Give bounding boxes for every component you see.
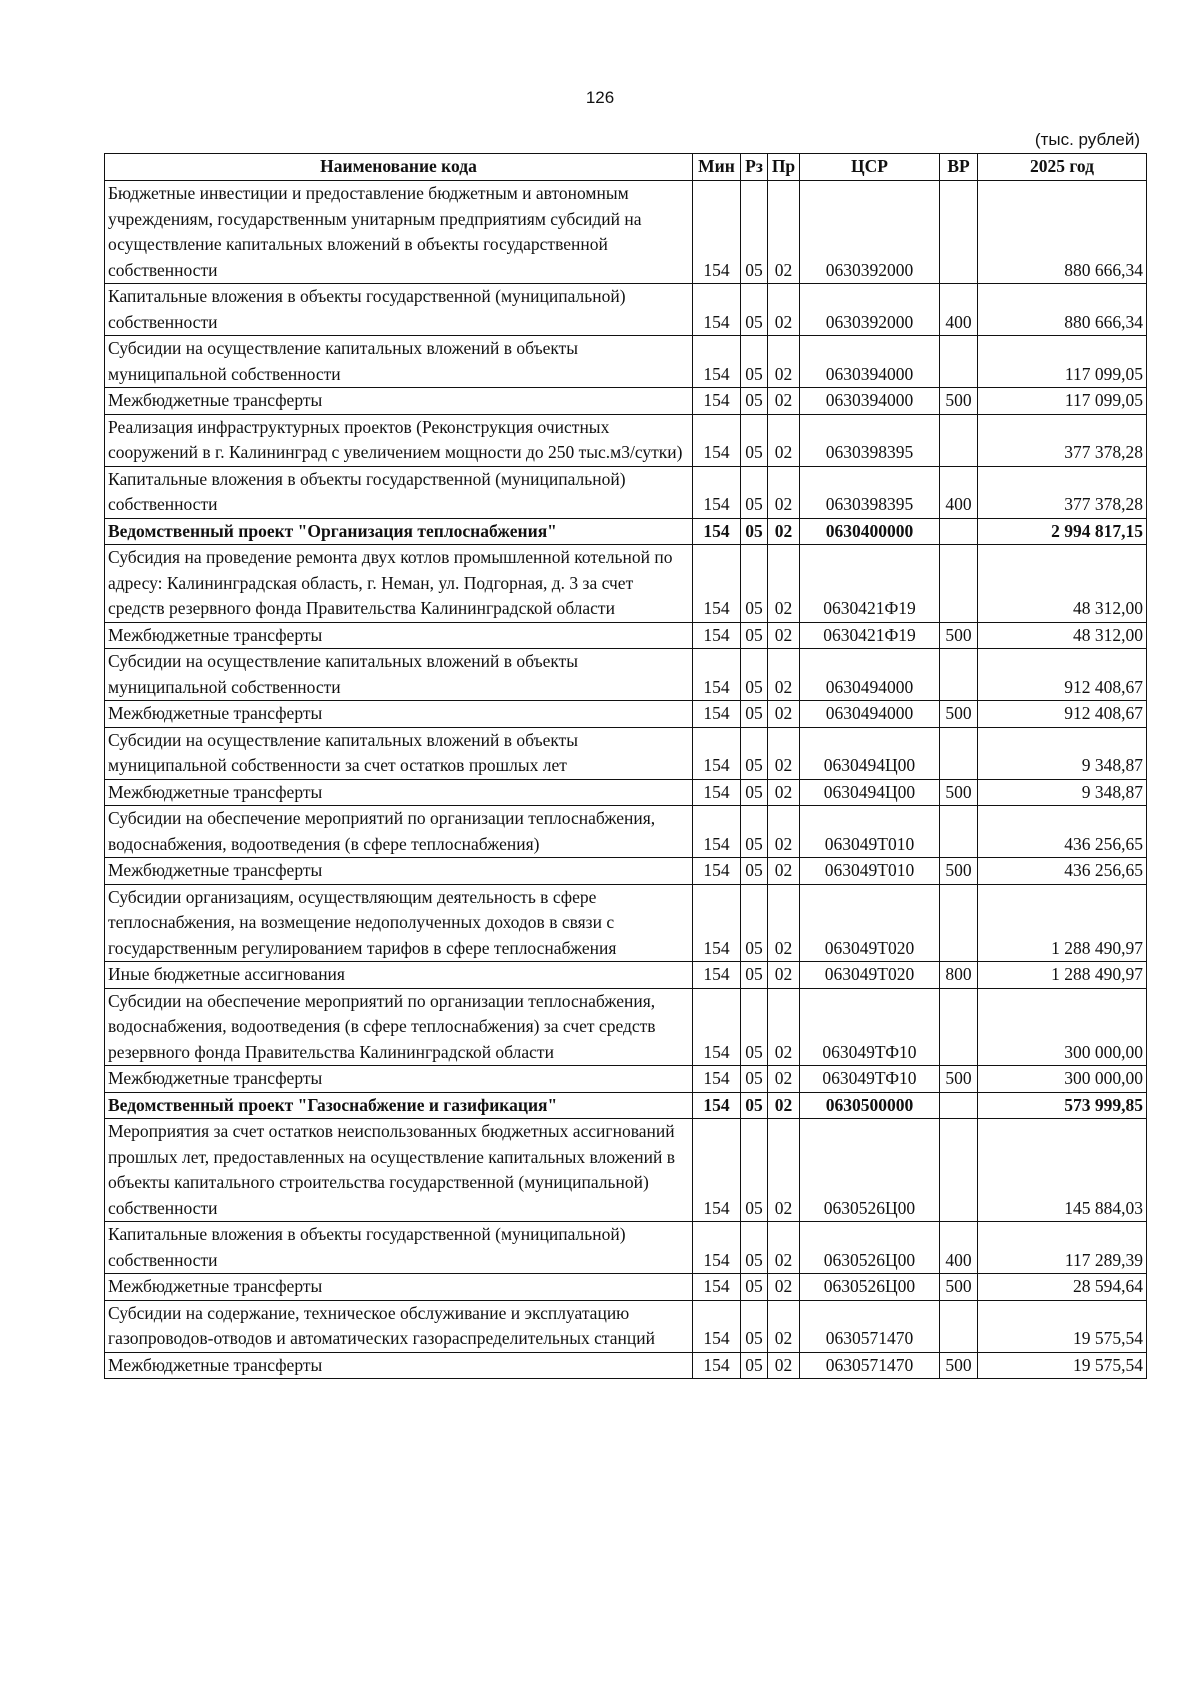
- row-rz-cell: 05: [741, 1066, 768, 1093]
- row-min-cell: 154: [693, 884, 741, 962]
- row-csr-cell: 063049Т020: [800, 884, 940, 962]
- row-csr-cell: 0630398395: [800, 414, 940, 466]
- row-rz-cell: 05: [741, 649, 768, 701]
- table-row: [105, 414, 1147, 466]
- row-rz-cell: 05: [741, 336, 768, 388]
- row-vr-cell: 500: [940, 1066, 978, 1093]
- row-pr-cell: 02: [768, 388, 800, 415]
- row-min-cell: 154: [693, 1119, 741, 1222]
- table-row: [105, 649, 1147, 701]
- row-rz-cell: 05: [741, 466, 768, 518]
- row-rz-cell: 05: [741, 1222, 768, 1274]
- row-pr-cell: 02: [768, 622, 800, 649]
- row-csr-cell: 063049ТФ10: [800, 1066, 940, 1093]
- row-pr-cell: 02: [768, 518, 800, 545]
- row-name-cell: Мероприятия за счет остатков неиспользованных бюджетных ассигнований прошлых лет, предоставленных на осуществление капитальных вложений в объекты капитального строительства государственной (муниципальной) собственности: [105, 1119, 693, 1222]
- row-min-cell: 154: [693, 649, 741, 701]
- row-name-cell: Субсидии на осуществление капитальных вложений в объекты муниципальной собственности: [105, 336, 693, 388]
- row-min-cell: 154: [693, 181, 741, 284]
- table-row-project: [105, 1092, 1147, 1119]
- header-sum: 2025 год: [978, 154, 1147, 181]
- row-rz-cell: 05: [741, 727, 768, 779]
- header-pr: Пр: [768, 154, 800, 181]
- row-vr-cell: 500: [940, 388, 978, 415]
- row-sum-cell: 436 256,65: [978, 806, 1147, 858]
- table-row: [105, 727, 1147, 779]
- row-vr-cell: [940, 518, 978, 545]
- row-vr-cell: [940, 988, 978, 1066]
- row-name-cell: Ведомственный проект "Организация теплоснабжения": [105, 518, 693, 545]
- budget-table: [104, 153, 1147, 1379]
- row-name-cell: Субсидии на обеспечение мероприятий по организации теплоснабжения, водоснабжения, водоотведения (в сфере теплоснабжения) за счет средств резервного фонда Правительства Калининградской области: [105, 988, 693, 1066]
- row-name-cell: Межбюджетные трансферты: [105, 701, 693, 728]
- table-header-row: [105, 154, 1147, 181]
- row-name-cell: Субсидии на осуществление капитальных вложений в объекты муниципальной собственности за счет остатков прошлых лет: [105, 727, 693, 779]
- row-name-cell: Межбюджетные трансферты: [105, 1352, 693, 1379]
- row-rz-cell: 05: [741, 1352, 768, 1379]
- row-vr-cell: [940, 1300, 978, 1352]
- row-sum-cell: 9 348,87: [978, 727, 1147, 779]
- table-row: [105, 1222, 1147, 1274]
- row-min-cell: 154: [693, 701, 741, 728]
- row-vr-cell: 500: [940, 779, 978, 806]
- table-row: [105, 962, 1147, 989]
- table-row: [105, 622, 1147, 649]
- row-min-cell: 154: [693, 466, 741, 518]
- row-rz-cell: 05: [741, 884, 768, 962]
- row-vr-cell: 400: [940, 466, 978, 518]
- row-sum-cell: 1 288 490,97: [978, 962, 1147, 989]
- row-rz-cell: 05: [741, 545, 768, 623]
- row-pr-cell: 02: [768, 1274, 800, 1301]
- row-pr-cell: 02: [768, 1066, 800, 1093]
- row-name-cell: Межбюджетные трансферты: [105, 779, 693, 806]
- row-vr-cell: [940, 727, 978, 779]
- row-vr-cell: 500: [940, 622, 978, 649]
- table-row: [105, 1274, 1147, 1301]
- row-name-cell: Иные бюджетные ассигнования: [105, 962, 693, 989]
- row-name-cell: Субсидия на проведение ремонта двух котлов промышленной котельной по адресу: Калининградская область, г. Неман, ул. Подгорная, д. 3 за счет средств резервного фонда Правительства Калининградской области: [105, 545, 693, 623]
- row-min-cell: 154: [693, 1222, 741, 1274]
- row-name-cell: Реализация инфраструктурных проектов (Реконструкция очистных сооружений в г. Калининград с увеличением мощности до 250 тыс.м3/сутки): [105, 414, 693, 466]
- row-vr-cell: [940, 806, 978, 858]
- row-csr-cell: 0630421Ф19: [800, 622, 940, 649]
- row-csr-cell: 0630526Ц00: [800, 1119, 940, 1222]
- row-sum-cell: 300 000,00: [978, 1066, 1147, 1093]
- header-csr: ЦСР: [800, 154, 940, 181]
- row-rz-cell: 05: [741, 806, 768, 858]
- table-row: [105, 1119, 1147, 1222]
- row-pr-cell: 02: [768, 806, 800, 858]
- row-min-cell: 154: [693, 1274, 741, 1301]
- row-sum-cell: 300 000,00: [978, 988, 1147, 1066]
- row-pr-cell: 02: [768, 858, 800, 885]
- header-name: Наименование кода: [105, 154, 693, 181]
- row-csr-cell: 0630392000: [800, 181, 940, 284]
- row-name-cell: Межбюджетные трансферты: [105, 1066, 693, 1093]
- row-name-cell: Межбюджетные трансферты: [105, 1274, 693, 1301]
- row-rz-cell: 05: [741, 388, 768, 415]
- row-csr-cell: 063049Т020: [800, 962, 940, 989]
- table-row: [105, 701, 1147, 728]
- row-csr-cell: 0630571470: [800, 1300, 940, 1352]
- row-pr-cell: 02: [768, 701, 800, 728]
- row-vr-cell: 500: [940, 858, 978, 885]
- row-name-cell: Бюджетные инвестиции и предоставление бюджетным и автономным учреждениям, государственным унитарным предприятиям субсидий на осуществление капитальных вложений в объекты государственной собственности: [105, 181, 693, 284]
- table-row-project: [105, 518, 1147, 545]
- row-name-cell: Межбюджетные трансферты: [105, 388, 693, 415]
- table-row: [105, 858, 1147, 885]
- row-vr-cell: [940, 545, 978, 623]
- row-sum-cell: 145 884,03: [978, 1119, 1147, 1222]
- row-rz-cell: 05: [741, 962, 768, 989]
- row-vr-cell: [940, 884, 978, 962]
- row-min-cell: 154: [693, 1300, 741, 1352]
- row-vr-cell: [940, 336, 978, 388]
- row-min-cell: 154: [693, 622, 741, 649]
- row-rz-cell: 05: [741, 858, 768, 885]
- table-row: [105, 884, 1147, 962]
- row-name-cell: Межбюджетные трансферты: [105, 622, 693, 649]
- row-rz-cell: 05: [741, 779, 768, 806]
- row-vr-cell: 500: [940, 1352, 978, 1379]
- row-min-cell: 154: [693, 727, 741, 779]
- row-sum-cell: 880 666,34: [978, 181, 1147, 284]
- row-csr-cell: 0630494000: [800, 649, 940, 701]
- row-rz-cell: 05: [741, 1092, 768, 1119]
- table-body: [105, 181, 1147, 1379]
- row-sum-cell: 48 312,00: [978, 622, 1147, 649]
- row-pr-cell: 02: [768, 649, 800, 701]
- row-pr-cell: 02: [768, 988, 800, 1066]
- row-min-cell: 154: [693, 336, 741, 388]
- row-sum-cell: 1 288 490,97: [978, 884, 1147, 962]
- header-rz: Рз: [741, 154, 768, 181]
- row-csr-cell: 0630526Ц00: [800, 1222, 940, 1274]
- row-pr-cell: 02: [768, 962, 800, 989]
- table-row: [105, 466, 1147, 518]
- row-csr-cell: 063049Т010: [800, 858, 940, 885]
- row-rz-cell: 05: [741, 1119, 768, 1222]
- row-pr-cell: 02: [768, 779, 800, 806]
- row-rz-cell: 05: [741, 414, 768, 466]
- header-min: Мин: [693, 154, 741, 181]
- row-min-cell: 154: [693, 988, 741, 1066]
- row-min-cell: 154: [693, 1352, 741, 1379]
- row-pr-cell: 02: [768, 181, 800, 284]
- row-min-cell: 154: [693, 1092, 741, 1119]
- row-csr-cell: 0630400000: [800, 518, 940, 545]
- row-min-cell: 154: [693, 388, 741, 415]
- row-rz-cell: 05: [741, 284, 768, 336]
- table-row: [105, 388, 1147, 415]
- table-row: [105, 1300, 1147, 1352]
- row-sum-cell: 117 099,05: [978, 388, 1147, 415]
- row-name-cell: Капитальные вложения в объекты государственной (муниципальной) собственности: [105, 1222, 693, 1274]
- row-min-cell: 154: [693, 962, 741, 989]
- row-vr-cell: 500: [940, 1274, 978, 1301]
- row-pr-cell: 02: [768, 1300, 800, 1352]
- row-name-cell: Субсидии на обеспечение мероприятий по организации теплоснабжения, водоснабжения, водоотведения (в сфере теплоснабжения): [105, 806, 693, 858]
- row-pr-cell: 02: [768, 1092, 800, 1119]
- row-pr-cell: 02: [768, 466, 800, 518]
- row-min-cell: 154: [693, 518, 741, 545]
- row-vr-cell: 400: [940, 284, 978, 336]
- row-csr-cell: 0630526Ц00: [800, 1274, 940, 1301]
- row-sum-cell: 377 378,28: [978, 466, 1147, 518]
- row-vr-cell: [940, 414, 978, 466]
- row-rz-cell: 05: [741, 1274, 768, 1301]
- row-vr-cell: 400: [940, 1222, 978, 1274]
- row-sum-cell: 9 348,87: [978, 779, 1147, 806]
- row-vr-cell: [940, 1119, 978, 1222]
- row-vr-cell: [940, 1092, 978, 1119]
- row-rz-cell: 05: [741, 518, 768, 545]
- table-row: [105, 545, 1147, 623]
- table-row: [105, 806, 1147, 858]
- row-pr-cell: 02: [768, 545, 800, 623]
- row-min-cell: 154: [693, 806, 741, 858]
- row-name-cell: Субсидии организациям, осуществляющим деятельность в сфере теплоснабжения, на возмещение недополученных доходов в связи с государственным регулированием тарифов в сфере теплоснабжения: [105, 884, 693, 962]
- row-csr-cell: 0630394000: [800, 336, 940, 388]
- row-min-cell: 154: [693, 858, 741, 885]
- row-csr-cell: 0630494Ц00: [800, 779, 940, 806]
- row-sum-cell: 912 408,67: [978, 649, 1147, 701]
- row-min-cell: 154: [693, 284, 741, 336]
- row-rz-cell: 05: [741, 988, 768, 1066]
- row-min-cell: 154: [693, 414, 741, 466]
- row-rz-cell: 05: [741, 701, 768, 728]
- row-sum-cell: 2 994 817,15: [978, 518, 1147, 545]
- row-rz-cell: 05: [741, 181, 768, 284]
- row-pr-cell: 02: [768, 1222, 800, 1274]
- row-min-cell: 154: [693, 1066, 741, 1093]
- row-csr-cell: 0630571470: [800, 1352, 940, 1379]
- row-pr-cell: 02: [768, 884, 800, 962]
- row-name-cell: Капитальные вложения в объекты государственной (муниципальной) собственности: [105, 284, 693, 336]
- row-csr-cell: 0630392000: [800, 284, 940, 336]
- row-sum-cell: 19 575,54: [978, 1352, 1147, 1379]
- row-name-cell: Капитальные вложения в объекты государственной (муниципальной) собственности: [105, 466, 693, 518]
- table-row: [105, 1352, 1147, 1379]
- row-csr-cell: 0630494Ц00: [800, 727, 940, 779]
- row-sum-cell: 48 312,00: [978, 545, 1147, 623]
- row-sum-cell: 19 575,54: [978, 1300, 1147, 1352]
- row-csr-cell: 0630398395: [800, 466, 940, 518]
- row-csr-cell: 063049Т010: [800, 806, 940, 858]
- row-min-cell: 154: [693, 545, 741, 623]
- table-row: [105, 1066, 1147, 1093]
- row-name-cell: Ведомственный проект "Газоснабжение и газификация": [105, 1092, 693, 1119]
- table-row: [105, 336, 1147, 388]
- row-pr-cell: 02: [768, 284, 800, 336]
- row-rz-cell: 05: [741, 622, 768, 649]
- units-label: (тыс. рублей): [1034, 130, 1140, 149]
- row-csr-cell: 063049ТФ10: [800, 988, 940, 1066]
- row-pr-cell: 02: [768, 414, 800, 466]
- row-sum-cell: 436 256,65: [978, 858, 1147, 885]
- row-csr-cell: 0630394000: [800, 388, 940, 415]
- row-name-cell: Межбюджетные трансферты: [105, 858, 693, 885]
- table-row: [105, 988, 1147, 1066]
- row-csr-cell: 0630421Ф19: [800, 545, 940, 623]
- table-row: [105, 779, 1147, 806]
- table-row: [105, 284, 1147, 336]
- row-csr-cell: 0630500000: [800, 1092, 940, 1119]
- row-sum-cell: 117 099,05: [978, 336, 1147, 388]
- row-pr-cell: 02: [768, 1352, 800, 1379]
- row-pr-cell: 02: [768, 336, 800, 388]
- row-sum-cell: 377 378,28: [978, 414, 1147, 466]
- header-vr: ВР: [940, 154, 978, 181]
- row-name-cell: Субсидии на содержание, техническое обслуживание и эксплуатацию газопроводов-отводов и автоматических газораспределительных станций: [105, 1300, 693, 1352]
- page-number: 126: [585, 88, 615, 107]
- row-vr-cell: 500: [940, 701, 978, 728]
- row-pr-cell: 02: [768, 1119, 800, 1222]
- row-sum-cell: 880 666,34: [978, 284, 1147, 336]
- row-sum-cell: 28 594,64: [978, 1274, 1147, 1301]
- row-rz-cell: 05: [741, 1300, 768, 1352]
- row-min-cell: 154: [693, 779, 741, 806]
- row-vr-cell: [940, 181, 978, 284]
- row-vr-cell: 800: [940, 962, 978, 989]
- row-pr-cell: 02: [768, 727, 800, 779]
- row-sum-cell: 117 289,39: [978, 1222, 1147, 1274]
- row-name-cell: Субсидии на осуществление капитальных вложений в объекты муниципальной собственности: [105, 649, 693, 701]
- row-sum-cell: 912 408,67: [978, 701, 1147, 728]
- table-row: [105, 181, 1147, 284]
- row-csr-cell: 0630494000: [800, 701, 940, 728]
- row-vr-cell: [940, 649, 978, 701]
- row-sum-cell: 573 999,85: [978, 1092, 1147, 1119]
